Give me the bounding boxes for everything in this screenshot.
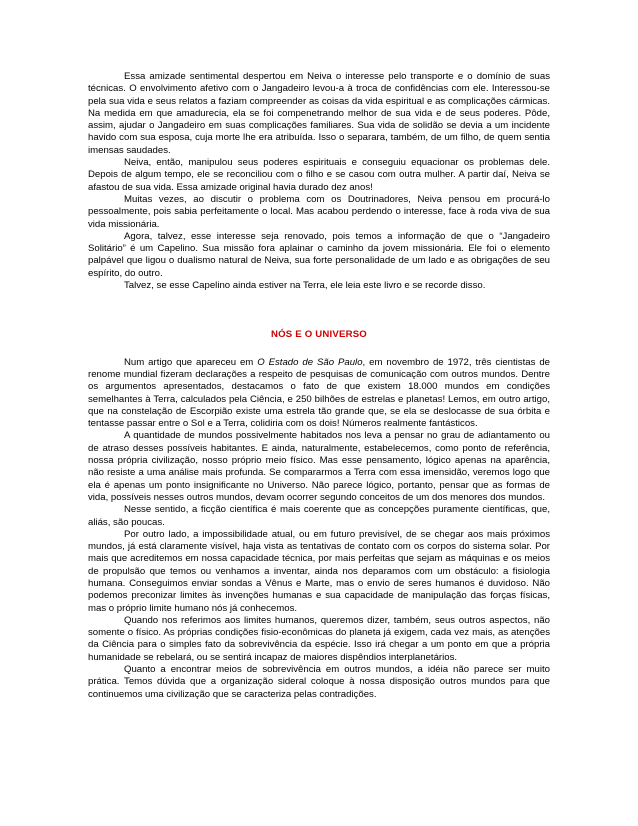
article-paragraph-3: Nesse sentido, a ficção científica é mais coerente que as concepções puramente científicas, que, aliás, são poucas.: [88, 504, 550, 528]
paragraph-4: Agora, talvez, esse interesse seja renovado, pois temos a informação de que o “Jangadeiro Solitário” é um Capelino. Sua missão fora aplainar o caminho da jovem missionária. Ele foi o elemento palpável que ligou o dualismo natural de Neiva, sua forte personalidade de um lado e as obrigações de seu espírito, do outro.: [88, 230, 550, 279]
document-page: [88, 71, 550, 701]
article-paragraph-5: Quando nos referimos aos limites humanos, queremos dizer, também, seus outros aspectos, não somente o físico. As próprias condições fisio-econômicas do planeta já exigem, cada vez mais, as atenções da Ciência para o simples fato da sobrevivência da espécie. Isso irá chegar a um ponto em que a própria humanidade se rebelará, ou se sentirá incapaz de maiores dispêndios interplanetários.: [88, 614, 550, 663]
article-paragraph-4: Por outro lado, a impossibilidade atual, ou em futuro previsível, de se chegar aos mais próximos mundos, já está claramente visível, haja vista as tentativas de contato com os corpos do sistema solar. Por mais que acreditemos em nossa capacidade técnica, por mais perfeitas que sejam as máquinas e os meios de propulsão que temos ou venhamos a inventar, ainda nos deparamos com um obstáculo: a fisiologia humana. Conseguimos enviar sondas a Vênus e Marte, mas o envio de seres humanos é duvidoso. Não podemos preconizar limites às invenções humanas e sua capacidade de manipulação das forças físicas, mas o próprio limite humano nós já conhecemos.: [88, 528, 550, 614]
article-paragraph-1: [88, 357, 550, 431]
paragraph-5: Talvez, se esse Capelino ainda estiver na Terra, ele leia este livro e se recorde disso.: [124, 280, 486, 292]
section-spacer: [88, 292, 550, 329]
article-paragraph-2: A quantidade de mundos possivelmente habitados nos leva a pensar no grau de adiantamento ou de atraso desses possíveis habitantes. E ainda, naturalmente, estabelecemos, como ponto de referência, nossa própria civilização, nosso próprio meio físico. Mas esse pensamento, lógico apenas na aparência, não resiste a uma análise mais profunda. Se compararmos a Terra com essa imensidão, veremos logo que ela é apenas um ponto insignificante no Universo. Não parece lógico, portanto, pensar que as formas de vida, possíveis nesses outros mundos, devam ocorrer segundo conceitos de um dos menores dos mundos.: [88, 430, 550, 503]
paragraph-1: Essa amizade sentimental despertou em Neiva o interesse pelo transporte e o domínio de suas técnicas. O envolvimento afetivo com o Jangadeiro levou-a à troca de confidências com ele. Interessou-se pela sua vida e seus relatos a faziam compreender as coisas da vida espiritual e as complicações cármicas. Na medida em que amadurecia, ela se foi compenetrando melhor de sua vida e de seus poderes. Pôde, assim, ajudar o Jangadeiro em suas complicações familiares. Sua vida de solidão se devia a um incidente havido com sua esposa, cuja morte lhe era atribuída. Isso o separara, também, de um filho, de quem sentia imensas saudades.: [88, 71, 550, 156]
article-text-after: , em novembro de 1972, três cientistas de renome mundial fizeram declarações a respeito de pesquisas de comunicação com outros mundos. Dentre os argumentos apresentados, destacamos o fato de que existem 18.000 mundos em condições semelhantes à Terra, calculados pela Ciência, e 250 bilhões de estrelas e planetas! Lemos, em outro artigo, que na constelação de Escorpião existe uma estrela tão grande que, se ela se deslocasse de sua órbita e tentasse passar entre o Sol e a Terra, colidiria com os dois! Números realmente fantásticos.: [88, 356, 550, 430]
article-text-before: Num artigo que apareceu em: [124, 356, 258, 368]
paragraph-3: Muitas vezes, ao discutir o problema com os Doutrinadores, Neiva pensou em procurá-lo pessoalmente, pois sabia perfeitamente o local. Mas acabou perdendo o interesse, face à roda viva de sua vida missionária.: [88, 193, 550, 230]
paragraph-2: Neiva, então, manipulou seus poderes espirituais e conseguiu equacionar os problemas dele. Depois de algum tempo, ele se reconciliou com o filho e se casou com outra mulher. A partir daí, Neiva se afastou de sua vida. Essa amizade original havia durado dez anos!: [88, 157, 550, 193]
section-title: NÓS E O UNIVERSO: [271, 329, 367, 341]
newspaper-title: O Estado de São Paulo: [257, 356, 363, 368]
article-paragraph-6: Quanto a encontrar meios de sobrevivência em outros mundos, a idéia não parece ser muito prática. Temos dúvida que a organização sideral coloque à nossa disposição outros mundos para que continuemos uma civilização que se caracteriza pelas contradições.: [88, 664, 550, 700]
